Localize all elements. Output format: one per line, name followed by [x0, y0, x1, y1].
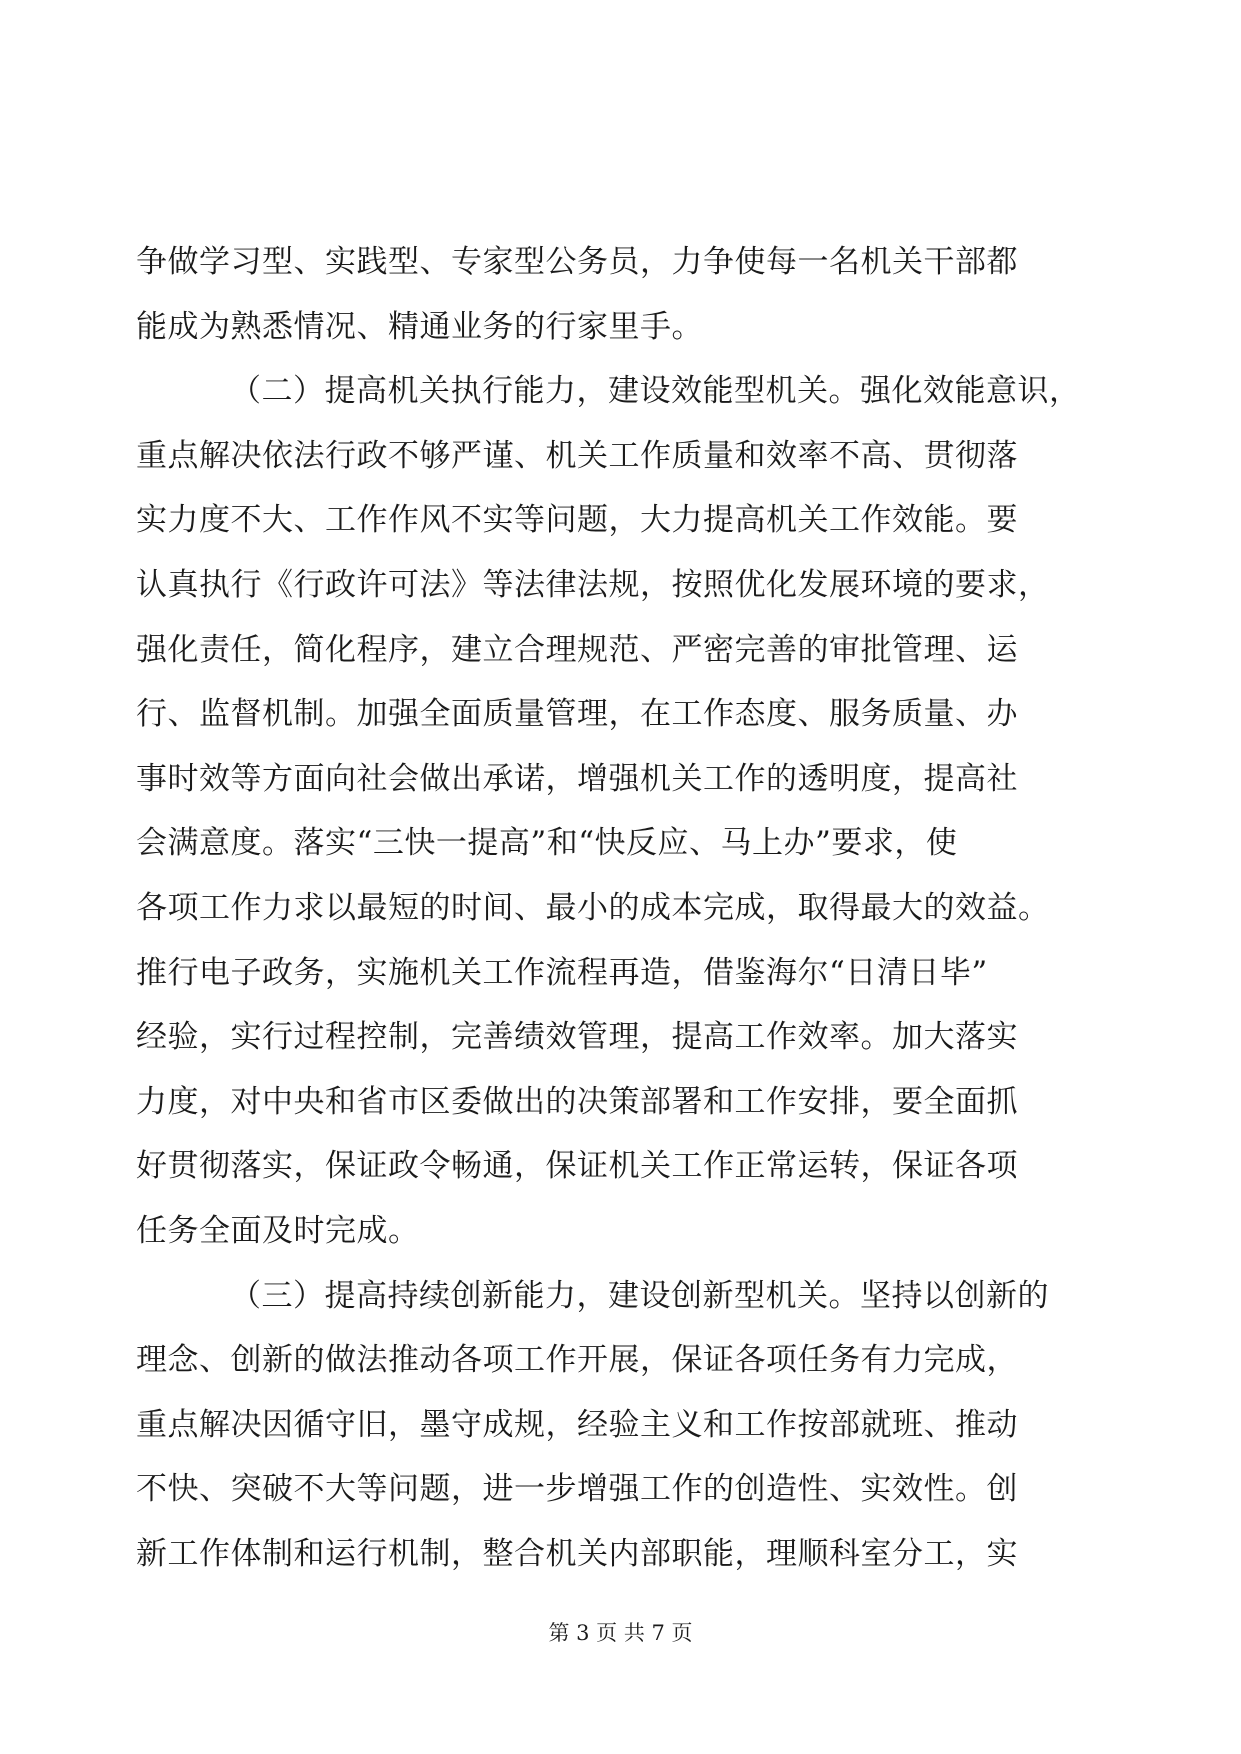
text-line: 争做学习型、实践型、专家型公务员，力争使每一名机关干部都: [136, 244, 1018, 280]
text-line: 强化责任，简化程序，建立合理规范、严密完善的审批管理、运: [136, 631, 1018, 668]
text-line: 认真执行《行政许可法》等法律法规，按照优化发展环境的要求，: [136, 566, 1050, 603]
text-line: 新工作体制和运行机制，整合机关内部职能，理顺科室分工，实: [136, 1535, 1018, 1572]
text-line: 好贯彻落实，保证政令畅通，保证机关工作正常运转，保证各项: [136, 1148, 1018, 1185]
text-line: 重点解决依法行政不够严谨、机关工作质量和效率不高、贯彻落: [136, 437, 1018, 474]
text-line: 事时效等方面向社会做出承诺，增强机关工作的透明度，提高社: [136, 760, 1018, 797]
text-line: 任务全面及时完成。: [136, 1212, 420, 1249]
text-line: 经验，实行过程控制，完善绩效管理，提高工作效率。加大落实: [136, 1019, 1018, 1056]
text-line: 理念、创新的做法推动各项工作开展，保证各项任务有力完成，: [136, 1342, 1018, 1379]
text-line: 能成为熟悉情况、精通业务的行家里手。: [136, 308, 703, 345]
text-line: 各项工作力求以最短的时间、最小的成本完成，取得最大的效益。: [136, 889, 1050, 926]
page-number-footer: 第 3 页 共 7 页: [548, 1621, 693, 1645]
text-line: 行、监督机制。加强全面质量管理，在工作态度、服务质量、办: [136, 696, 1018, 733]
text-line: 力度，对中央和省市区委做出的决策部署和工作安排，要全面抓: [136, 1083, 1018, 1120]
text-line: 会满意度。落实“三快一提高”和“快反应、马上办”要求，使: [136, 825, 958, 862]
text-line: 不快、突破不大等问题，进一步增强工作的创造性、实效性。创: [136, 1471, 1018, 1508]
text-line: 推行电子政务，实施机关工作流程再造，借鉴海尔“日清日毕”: [136, 954, 988, 991]
paragraph-start-line: （二）提高机关执行能力，建设效能型机关。强化效能意识，: [230, 373, 1081, 410]
text-line: 实力度不大、工作作风不实等问题，大力提高机关工作效能。要: [136, 502, 1018, 539]
text-line: 重点解决因循守旧，墨守成规，经验主义和工作按部就班、推动: [136, 1406, 1018, 1443]
paragraph-start-line: （三）提高持续创新能力，建设创新型机关。坚持以创新的: [230, 1277, 1049, 1314]
document-body: [136, 230, 1081, 1586]
